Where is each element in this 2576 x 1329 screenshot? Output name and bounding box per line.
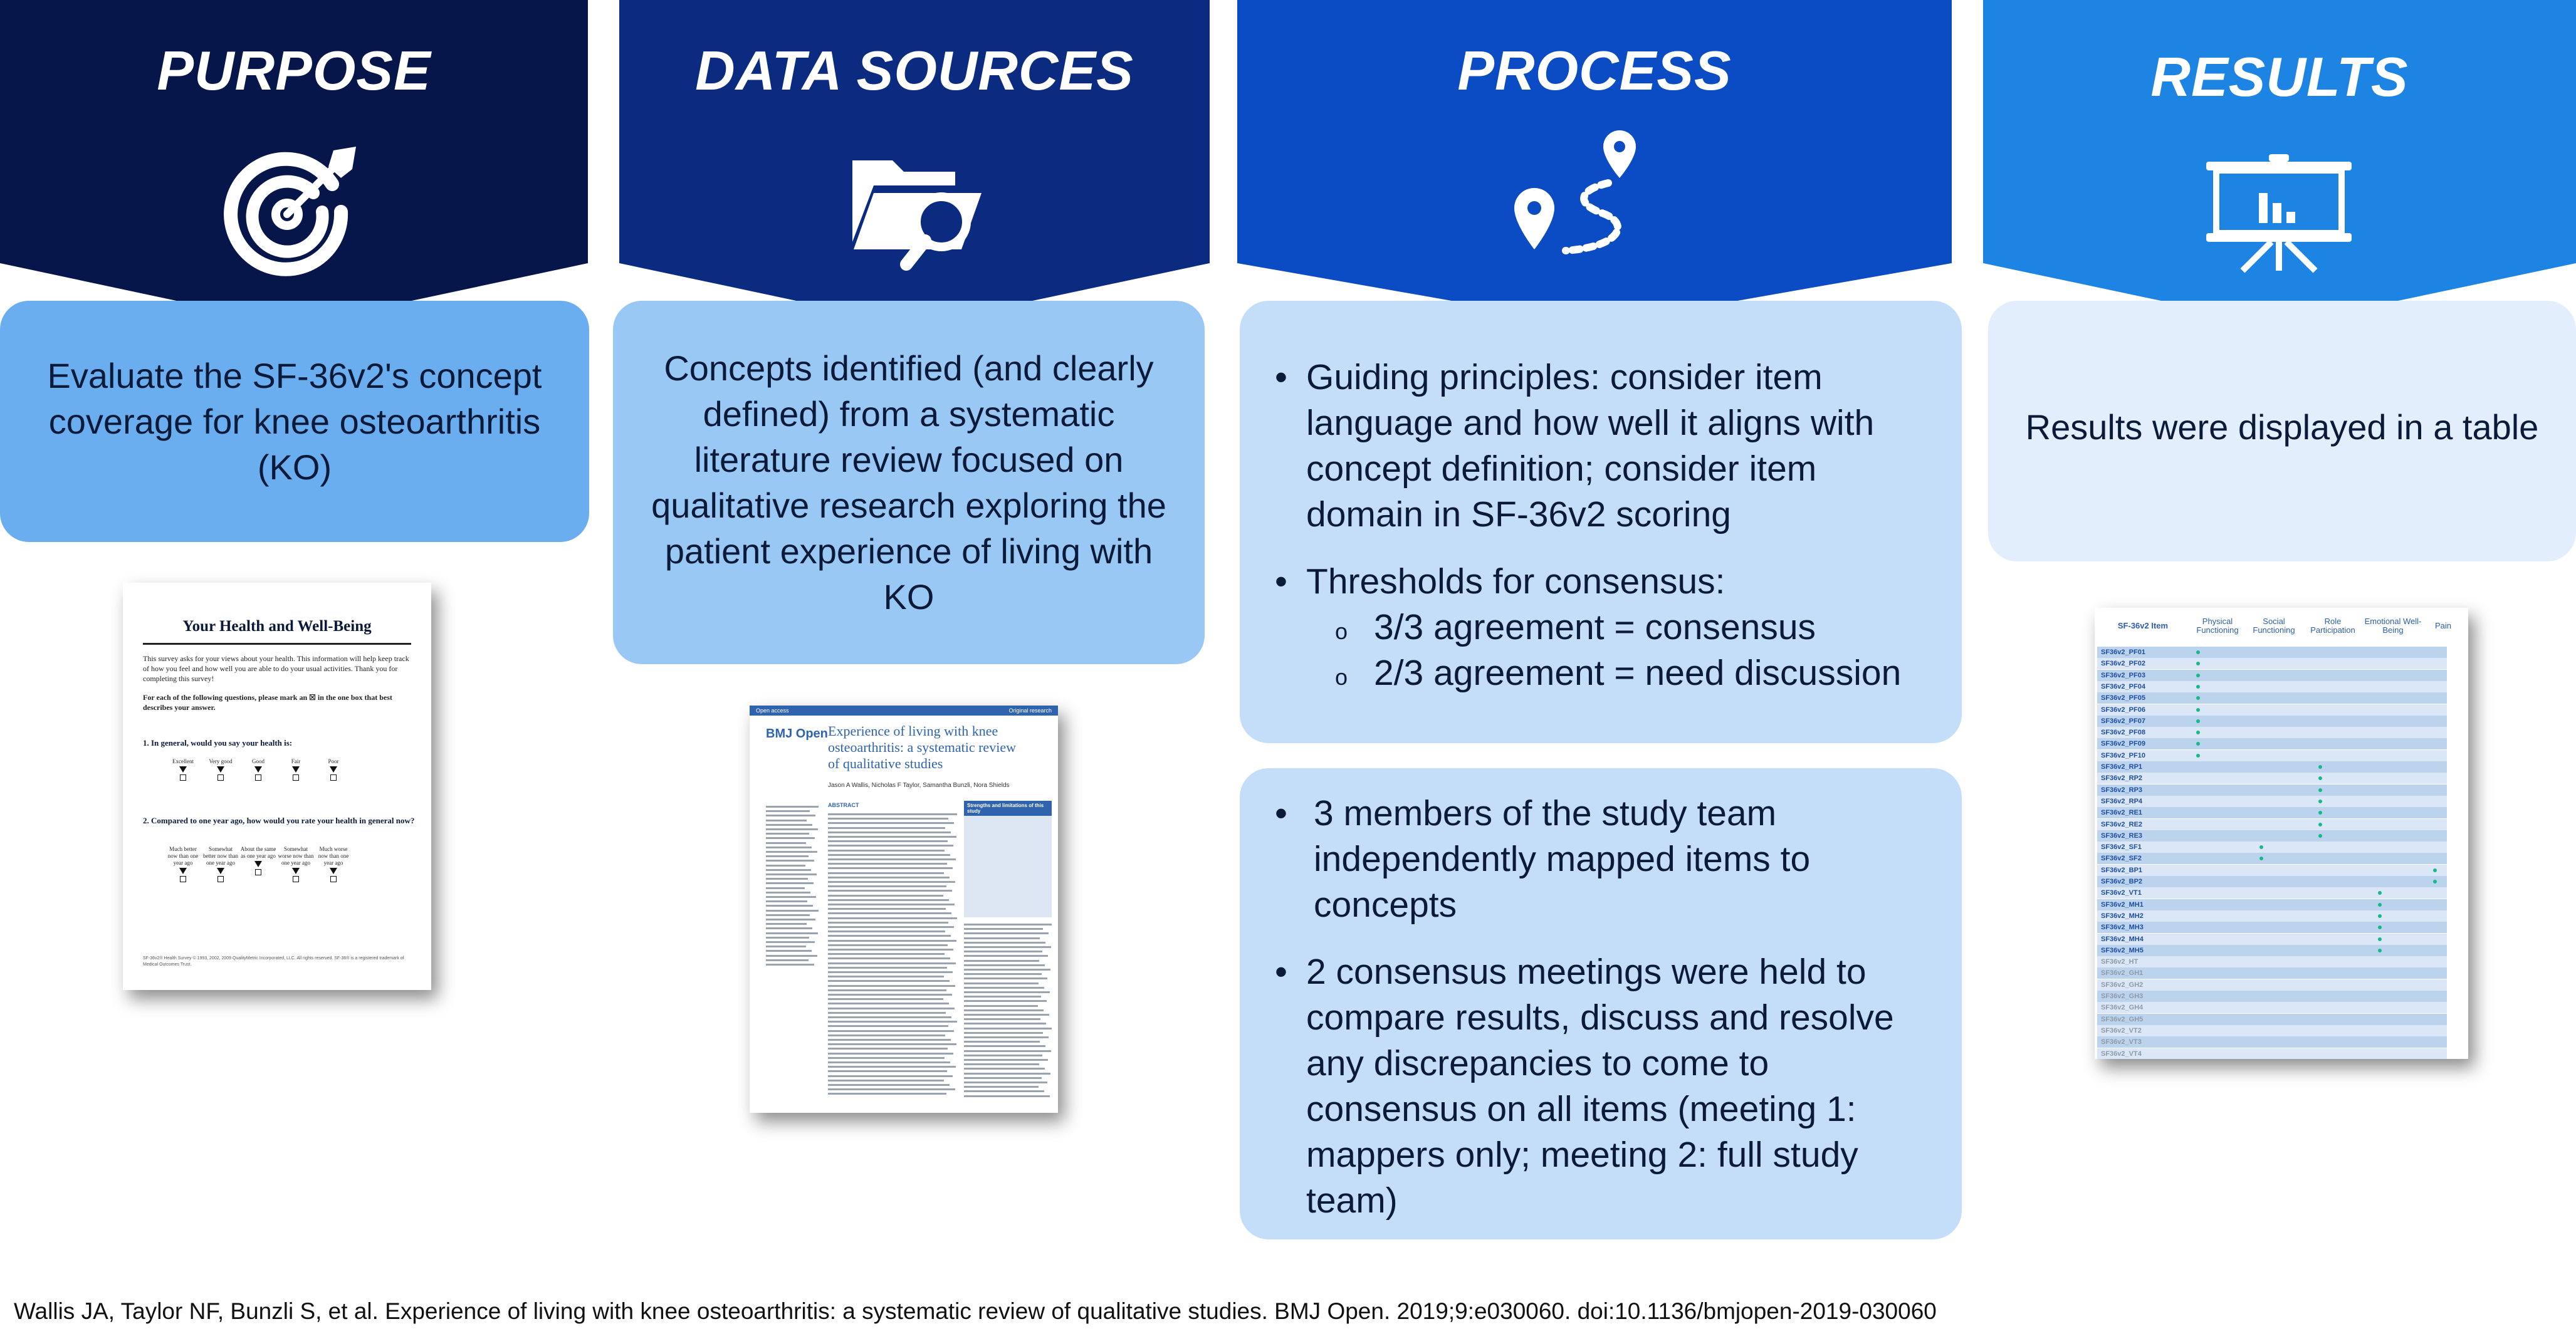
text-line [828, 1061, 950, 1063]
text-line [964, 960, 1039, 962]
text-line [828, 940, 956, 942]
table-item-id: SF36v2_RP2 [2101, 774, 2143, 783]
table-item-id: SF36v2_HT [2101, 958, 2139, 966]
survey-instruction: For each of the following questions, please mark an ☒ in the one box that best describes your answer. [143, 693, 392, 712]
text-line [964, 1077, 1042, 1079]
text-line [766, 851, 817, 853]
text-line [964, 924, 1052, 925]
mapping-dot [2378, 925, 2382, 929]
table-row [2097, 887, 2447, 899]
table-row [2097, 865, 2447, 876]
table-item-id: SF36v2_RE3 [2101, 831, 2143, 840]
text-line [766, 900, 807, 902]
survey-option: Much better now than one year ago [164, 846, 202, 882]
mapping-dot [2196, 685, 2200, 689]
text-line [828, 904, 955, 905]
table-row [2097, 784, 2447, 796]
process-principles-list [1261, 355, 1937, 696]
survey-option: Much worse now than one year ago [315, 846, 352, 882]
table-row [2097, 761, 2447, 773]
results-table-thumbnail [2095, 608, 2468, 1059]
text-line [828, 840, 948, 842]
text-line [964, 937, 1040, 939]
text-line [964, 1073, 1050, 1075]
text-line [828, 922, 948, 924]
text-line [964, 1023, 1046, 1024]
table-item-id: SF36v2_RP3 [2101, 786, 2143, 794]
text-line [766, 887, 805, 889]
table-item-id: SF36v2_PF07 [2101, 717, 2145, 725]
text-line [828, 935, 951, 937]
table-row [2097, 738, 2447, 749]
text-line [828, 1003, 949, 1004]
text-line [964, 1055, 1042, 1056]
consensus-threshold-list [1261, 605, 1937, 696]
bmj-open-logo: BMJ Open [766, 727, 828, 741]
survey-question-2: 2. Compared to one year ago, how would you rate your health in general now? [143, 816, 415, 825]
table-row [2097, 773, 2447, 784]
table-row [2097, 830, 2447, 842]
table-row [2097, 681, 2447, 692]
text-line [964, 964, 1045, 966]
text-line [828, 836, 956, 838]
text-line [828, 831, 951, 833]
text-line [964, 1045, 1045, 1047]
text-line [828, 980, 950, 982]
mapping-dot [2378, 914, 2382, 918]
mapping-dot [2378, 891, 2382, 895]
threshold-item: o 2/3 agreement = need discussion [1261, 650, 1937, 696]
text-line [766, 946, 806, 947]
table-item-id: SF36v2_MH2 [2101, 912, 2144, 920]
table-row [2097, 1036, 2447, 1048]
text-line [766, 824, 812, 826]
paper-strengths-box: Strengths and limitations of this study [964, 801, 1052, 917]
table-row [2097, 910, 2447, 922]
threshold-item: o 3/3 agreement = consensus [1261, 605, 1937, 650]
table-item-id: SF36v2_GH5 [2101, 1015, 2144, 1023]
text-line [766, 855, 809, 857]
text-line [828, 1016, 951, 1018]
text-line [766, 878, 808, 880]
mapping-dot [2196, 719, 2200, 723]
table-item-id: SF36v2_MH3 [2101, 924, 2144, 932]
text-line [828, 1048, 948, 1050]
table-item-id: SF36v2_GH2 [2101, 981, 2144, 989]
text-line [766, 847, 812, 848]
text-line [766, 860, 814, 862]
mapping-dot [2433, 880, 2437, 883]
text-line [828, 1025, 948, 1027]
text-line [828, 822, 954, 824]
survey-option: Good [239, 758, 277, 781]
citation: Wallis JA, Taylor NF, Bunzli S, et al. Experience of living with knee osteoarthritis: a systematic review of qualitative studies. BMJ Open. 2019;9:e030060. doi:10.1136/bmjopen-2019-030060 [14, 1298, 1937, 1324]
text-line [766, 955, 817, 957]
table-row [2097, 750, 2447, 761]
text-line [964, 955, 1048, 957]
mapping-dot [2196, 662, 2200, 665]
table-row [2097, 796, 2447, 807]
text-line [828, 944, 948, 946]
table-item-id: SF36v2_PF05 [2101, 694, 2145, 702]
text-line [828, 885, 946, 887]
table-item-id: SF36v2_GH4 [2101, 1004, 2144, 1012]
text-line [828, 845, 953, 847]
text-line [828, 957, 950, 959]
table-item-id: SF36v2_SF1 [2101, 843, 2142, 852]
table-row [2097, 842, 2447, 853]
paper-abstract-label: ABSTRACT [828, 802, 859, 808]
text-line [828, 976, 944, 977]
mapping-dot [2259, 857, 2263, 860]
text-line [766, 914, 810, 916]
text-line [766, 919, 815, 920]
table-item-id: SF36v2_VT1 [2101, 889, 2142, 897]
text-line [964, 1095, 1050, 1097]
text-line [828, 962, 956, 964]
text-line [766, 892, 810, 894]
survey-footer: SF-36v2® Health Survey © 1993, 2002, 2009 QualityMetric Incorporated, LLC. All rights reserved. SF-36® is a registered trademark of Medical Outcomes Trust. [143, 956, 404, 967]
text-line [766, 820, 807, 821]
text-line [964, 973, 1042, 975]
table-item-id: SF36v2_PF08 [2101, 729, 2145, 737]
mapping-dot [2196, 754, 2200, 758]
process-title: PROCESS [1457, 39, 1732, 102]
text-line [828, 998, 943, 1000]
text-line [828, 985, 955, 987]
text-line [828, 1053, 953, 1055]
text-line [964, 1005, 1038, 1007]
table-row [2097, 876, 2447, 887]
text-line [828, 949, 953, 951]
text-line [964, 982, 1039, 984]
table-row [2097, 658, 2447, 669]
table-row [2097, 819, 2447, 830]
survey-option: Somewhat worse now than one year ago [277, 846, 315, 882]
text-line [828, 881, 955, 883]
table-row [2097, 956, 2447, 967]
text-line [828, 1066, 956, 1068]
text-line [828, 1008, 955, 1009]
text-line [766, 806, 819, 808]
survey-title: Your Health and Well-Being [182, 618, 372, 635]
text-line [828, 1030, 954, 1032]
text-line [964, 951, 1042, 952]
mapping-dot [2318, 823, 2322, 826]
table-item-id: SF36v2_PF10 [2101, 751, 2145, 759]
mapping-dot [2318, 800, 2322, 803]
text-line [766, 869, 811, 871]
table-item-id: SF36v2_VT4 [2101, 1050, 2142, 1058]
table-item-id: SF36v2_RE1 [2101, 809, 2143, 817]
paper-title: Experience of living with knee osteoarthritis: a systematic review of qualitative studies [828, 723, 1016, 771]
mapping-dot [2196, 650, 2200, 654]
table-row [2097, 899, 2447, 910]
mapping-dot [2318, 811, 2322, 815]
presentation-chart-icon [2204, 154, 2354, 273]
table-row [2097, 934, 2447, 945]
table-item-id: SF36v2_PF01 [2101, 649, 2145, 656]
text-line [964, 1050, 1051, 1052]
text-line [828, 1093, 946, 1095]
mapping-dot [2433, 868, 2437, 872]
table-item-id: SF36v2_MH5 [2101, 946, 2144, 954]
mapping-dot [2196, 696, 2200, 700]
text-line [828, 912, 951, 914]
table-row [2097, 922, 2447, 933]
text-line [964, 1032, 1043, 1034]
text-line [828, 1084, 950, 1086]
table-item-id: SF36v2_PF09 [2101, 740, 2145, 748]
text-line [828, 877, 950, 878]
purpose-banner [0, 0, 588, 326]
text-line [828, 1057, 945, 1059]
mapping-dot [2259, 845, 2263, 849]
text-line [828, 858, 956, 860]
mapping-dot [2378, 903, 2382, 907]
text-line [766, 937, 809, 939]
text-line [766, 815, 815, 816]
text-line [964, 991, 1050, 993]
table-row [2097, 979, 2447, 991]
text-line [828, 989, 946, 991]
text-line [766, 932, 818, 934]
process-bullet: • Thresholds for consensus: o 3/3 agreement = consensus o 2/3 agreement = need discussion [1261, 559, 1937, 696]
process-bullet: • 3 members of the study team independently mapped items to concepts [1261, 791, 1937, 928]
text-line [828, 854, 950, 856]
table-row [2097, 1025, 2447, 1036]
text-line [964, 932, 1049, 934]
purpose-box [0, 301, 589, 542]
table-row [2097, 670, 2447, 681]
table-row [2097, 853, 2447, 864]
table-row [2097, 704, 2447, 716]
mapping-dot [2318, 834, 2322, 838]
text-line [964, 1018, 1040, 1020]
table-row [2097, 991, 2447, 1002]
text-line [766, 959, 809, 961]
text-line [828, 1080, 944, 1081]
results-title: RESULTS [2150, 46, 2409, 108]
mapping-dot [2196, 742, 2200, 746]
results-banner [1983, 0, 2576, 326]
table-row [2097, 945, 2447, 956]
mapping-dot [2318, 788, 2322, 792]
table-item-id: SF36v2_MH1 [2101, 900, 2144, 909]
results-table-header: SF-36v2 Item Physical Functioning Social Functioning Role Participation Emotional Well-Being Pain [2117, 617, 2452, 635]
text-line [828, 1012, 946, 1014]
text-line [766, 842, 806, 844]
survey-option: Excellent [164, 758, 202, 781]
process-banner [1237, 0, 1952, 326]
table-item-id: SF36v2_VT2 [2101, 1026, 2142, 1035]
text-line [766, 896, 816, 898]
sf36-survey-thumbnail [123, 583, 431, 990]
text-line [828, 994, 952, 996]
text-line [766, 910, 819, 912]
data-sources-box [613, 301, 1205, 664]
text-line [828, 1021, 957, 1023]
text-line [828, 1035, 945, 1036]
text-line [828, 930, 945, 932]
text-line [964, 1081, 1047, 1083]
text-line [964, 942, 1045, 944]
table-row [2097, 727, 2447, 738]
text-line [828, 967, 947, 969]
text-line [828, 908, 946, 910]
table-item-id: SF36v2_BP1 [2101, 866, 2143, 874]
text-line [964, 969, 1050, 971]
survey-question-1: 1. In general, would you say your health is: [143, 738, 293, 748]
survey-intro: This survey asks for your views about your health. This information will help keep track of how you feel and how well you are able to do your usual activities. Thank you for completing this survey! [143, 654, 409, 683]
results-box [1988, 301, 2576, 561]
mapping-dot [2378, 949, 2382, 952]
folder-search-icon [849, 142, 993, 273]
text-line [766, 923, 807, 925]
survey-q1-options [164, 758, 352, 781]
table-item-id: SF36v2_GH3 [2101, 993, 2144, 1000]
text-line [828, 1088, 955, 1090]
bmj-paper-thumbnail [750, 706, 1058, 1113]
text-line [964, 1063, 1039, 1065]
survey-option: Fair [277, 758, 315, 781]
text-line [828, 895, 943, 897]
data-sources-title: DATA SOURCES [695, 39, 1134, 102]
target-icon [222, 142, 366, 279]
survey-q2-options [164, 846, 352, 882]
text-line [766, 810, 810, 812]
text-line [964, 1028, 1052, 1029]
text-line [828, 1075, 953, 1077]
text-line [828, 863, 947, 865]
text-line [766, 941, 815, 943]
purpose-title: PURPOSE [157, 39, 431, 102]
table-item-id: SF36v2_RP1 [2101, 763, 2143, 771]
survey-divider [143, 643, 411, 645]
process-consensus-list [1261, 791, 1937, 1224]
table-row [2097, 1014, 2447, 1025]
process-bullet: • 2 consensus meetings were held to compare results, discuss and resolve any discrepancies to come to consensus on all items (meeting 1: mappers only; meeting 2: full study team) [1261, 949, 1937, 1224]
survey-option: Poor [315, 758, 352, 781]
text-line [766, 873, 817, 875]
table-item-id: SF36v2_RE2 [2101, 820, 2143, 828]
process-bullet: • Guiding principles: consider item language and how well it aligns with concept definition; consider item domain in SF-36v2 scoring [1261, 355, 1937, 538]
table-row [2097, 1048, 2447, 1060]
text-line [828, 1043, 956, 1045]
text-line [766, 964, 814, 966]
process-box-consensus [1240, 768, 1962, 1239]
table-row [2097, 1002, 2447, 1013]
table-item-id: SF36v2_MH4 [2101, 935, 2144, 943]
survey-option: Very good [202, 758, 239, 781]
text-line [964, 1014, 1049, 1016]
text-line [964, 987, 1044, 989]
route-map-icon [1508, 125, 1658, 269]
table-item-id: SF36v2_GH1 [2101, 969, 2144, 977]
text-line [766, 828, 818, 830]
text-line [766, 882, 814, 884]
text-line [964, 1000, 1047, 1002]
mapping-dot [2318, 776, 2322, 780]
text-line [828, 872, 944, 874]
text-line [828, 850, 945, 852]
results-text: Results were displayed in a table [2025, 407, 2539, 447]
text-line [828, 818, 948, 820]
table-item-id: SF36v2_PF06 [2101, 706, 2145, 714]
process-box-principles [1240, 301, 1962, 743]
text-line [828, 971, 953, 973]
text-line [766, 927, 812, 929]
table-item-id: SF36v2_SF2 [2101, 855, 2142, 863]
text-line [828, 926, 954, 928]
text-line [828, 899, 949, 901]
text-line [828, 1070, 947, 1072]
text-line [766, 833, 809, 835]
text-line [964, 946, 1051, 948]
text-line [828, 917, 957, 919]
text-line [766, 950, 812, 952]
text-line [964, 1036, 1049, 1038]
data-sources-text: Concepts identified (and clearly defined) from a systematic literature review focused on qualitative research exploring the patient experience of living with KO [651, 348, 1166, 617]
mapping-dot [2318, 765, 2322, 769]
table-item-id: SF36v2_VT3 [2101, 1038, 2142, 1046]
survey-option: Somewhat better now than one year ago [202, 846, 239, 882]
table-row [2097, 647, 2447, 658]
table-item-id: SF36v2_PF02 [2101, 660, 2145, 668]
text-line [964, 1086, 1039, 1088]
text-line [964, 928, 1043, 930]
table-row [2097, 716, 2447, 727]
table-item-id: SF36v2_PF03 [2101, 671, 2145, 679]
table-row [2097, 692, 2447, 704]
text-line [828, 813, 957, 815]
paper-authors: Jason A Wallis, Nicholas F Taylor, Samantha Bunzli, Nora Shields [828, 782, 1010, 789]
mapping-dot [2196, 674, 2200, 677]
text-line [828, 827, 945, 829]
text-line [828, 890, 952, 892]
text-line [766, 905, 813, 907]
text-line [828, 1039, 951, 1041]
paper-header: Open access Original research [750, 706, 1058, 716]
table-row [2097, 807, 2447, 818]
text-line [766, 865, 805, 867]
text-line [964, 1068, 1045, 1070]
text-line [828, 953, 945, 955]
text-line [964, 977, 1047, 979]
table-item-id: SF36v2_BP2 [2101, 878, 2143, 885]
text-line [964, 1059, 1048, 1061]
data-sources-banner [619, 0, 1210, 326]
text-line [964, 1041, 1040, 1043]
mapping-dot [2196, 708, 2200, 712]
text-line [766, 837, 815, 839]
text-line [964, 1009, 1044, 1011]
purpose-text: Evaluate the SF-36v2's concept coverage for knee osteoarthritis (KO) [47, 356, 542, 487]
text-line [828, 867, 953, 869]
text-line [964, 1090, 1044, 1092]
table-item-id: SF36v2_RP4 [2101, 797, 2143, 805]
mapping-dot [2378, 937, 2382, 941]
table-row [2097, 967, 2447, 979]
table-item-id: SF36v2_PF04 [2101, 682, 2145, 691]
survey-option: About the same as one year ago [239, 846, 277, 882]
mapping-dot [2196, 731, 2200, 734]
text-line [964, 996, 1041, 998]
